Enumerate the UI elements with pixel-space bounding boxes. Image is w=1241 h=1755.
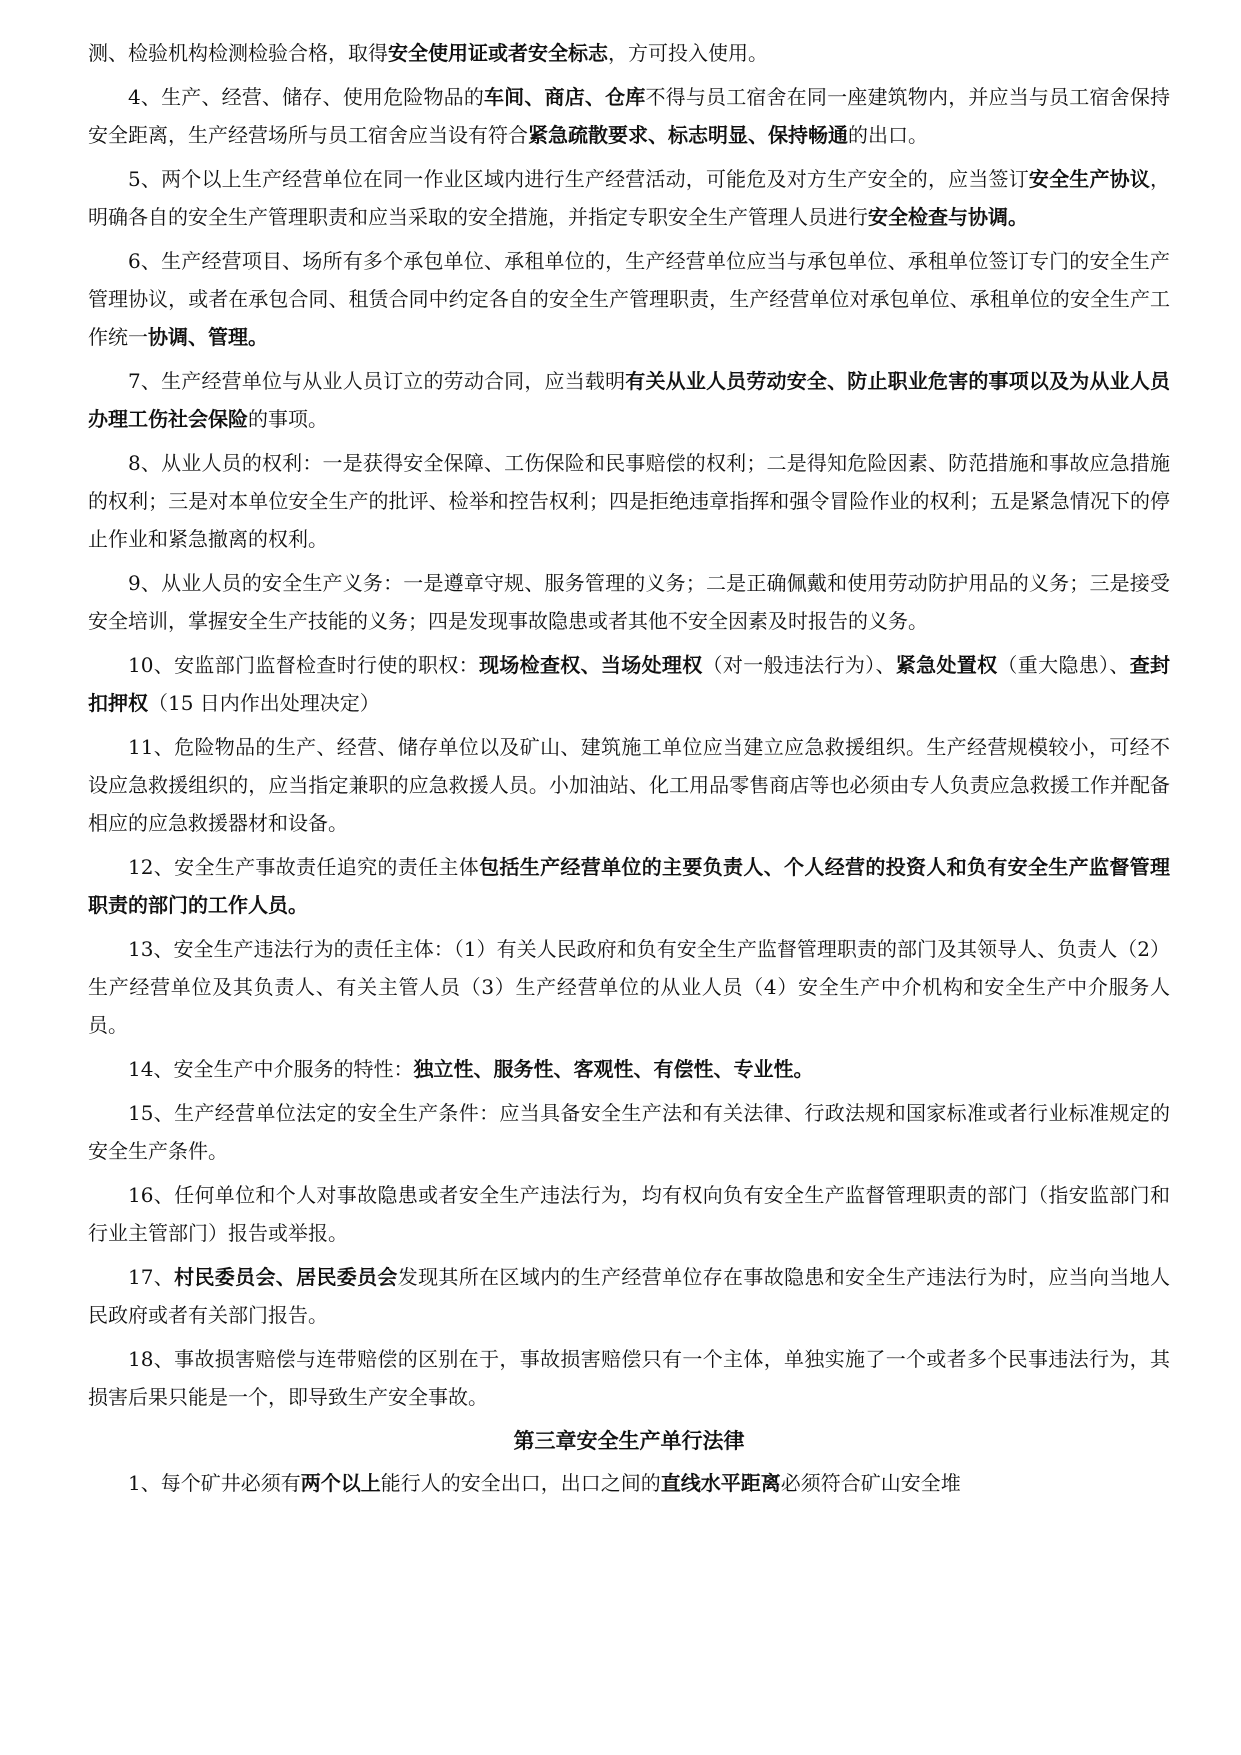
paragraph: [88, 1176, 1170, 1252]
bold-text-segment: 现场检查权、当场处理权: [478, 653, 703, 677]
text-segment: （15 日内作出处理决定）: [148, 691, 380, 715]
text-segment: 6、生产经营项目、场所有多个承包单位、承租单位的，生产经营单位应当与承包单位、承租单位签订专门的安全生产管理协议，或者在承包合同、租赁合同中约定各自的安全生产管理职责，生产经营单位对承包单位、承租单位的安全生产工作统一: [88, 249, 1170, 349]
paragraph: [88, 646, 1170, 722]
text-segment: 13、安全生产违法行为的责任主体：（1）有关人民政府和负有安全生产监督管理职责的部门及其领导人、负责人（2）生产经营单位及其负责人、有关主管人员（3）生产经营单位的从业人员（4）安全生产中介机构和安全生产中介服务人员。: [88, 937, 1170, 1037]
text-segment: 10、安监部门监督检查时行使的职权：: [128, 653, 479, 677]
bold-text-segment: 紧急处置权: [895, 653, 998, 677]
text-segment: 12、安全生产事故责任追究的责任主体: [128, 855, 480, 879]
paragraph-list: [88, 34, 1170, 1416]
bold-text-segment: 安全使用证或者安全标志: [388, 41, 608, 65]
paragraph: [88, 1464, 1170, 1502]
text-segment: 5、两个以上生产经营单位在同一作业区域内进行生产经营活动，可能危及对方生产安全的，应当签订: [128, 167, 1029, 191]
paragraph: [88, 160, 1170, 236]
text-segment: 测、检验机构检测检验合格，取得: [88, 41, 388, 65]
bold-text-segment: 村民委员会、居民委员会: [174, 1265, 398, 1289]
text-segment: ，方可投入使用。: [608, 41, 768, 65]
bold-text-segment: 包括生产经营单位的主要负责人、个人经营的投资人和负有安全生产监督管理职责的部门的工作人员。: [88, 855, 1170, 917]
text-segment: 7、生产经营单位与从业人员订立的劳动合同，应当载明: [128, 369, 626, 393]
text-segment: 的事项。: [248, 407, 328, 431]
paragraph: [88, 728, 1170, 842]
paragraph: [88, 1340, 1170, 1416]
text-segment: 1、每个矿井必须有: [128, 1471, 301, 1495]
bold-text-segment: 安全生产协议: [1028, 167, 1150, 191]
paragraph: [88, 930, 1170, 1044]
bold-text-segment: 车间、商店、仓库: [484, 85, 646, 109]
text-segment: 必须符合矿山安全堆: [780, 1471, 961, 1495]
paragraph: [88, 78, 1170, 154]
paragraph: [88, 1094, 1170, 1170]
text-segment: 14、安全生产中介服务的特性：: [128, 1057, 414, 1081]
text-segment: 11、危险物品的生产、经营、储存单位以及矿山、建筑施工单位应当建立应急救援组织。生产经营规模较小，可经不设应急救援组织的，应当指定兼职的应急救援人员。小加油站、化工用品零售商店等也必须由专人负责应急救援工作并配备相应的应急救援器材和设备。: [88, 735, 1170, 835]
paragraph: [88, 444, 1170, 558]
bold-text-segment: 独立性、服务性、客观性、有偿性、专业性。: [413, 1057, 814, 1081]
text-segment: （重大隐患）、: [997, 653, 1130, 677]
bold-text-segment: 两个以上: [300, 1471, 381, 1495]
bold-text-segment: 安全检查与协调。: [868, 205, 1028, 229]
paragraph: [88, 1050, 1170, 1088]
bold-text-segment: 紧急疏散要求、标志明显、保持畅通: [528, 123, 848, 147]
bold-text-segment: 有关从业人员劳动安全、防止职业危害的事项以及为从业人员办理工伤社会保险: [88, 369, 1171, 431]
bold-text-segment: 直线水平距离: [660, 1471, 781, 1495]
chapter-heading: 第三章安全生产单行法律: [513, 1428, 745, 1453]
text-segment: 16、任何单位和个人对事故隐患或者安全生产违法行为，均有权向负有安全生产监督管理职责的部门（指安监部门和行业主管部门）报告或举报。: [88, 1183, 1170, 1245]
paragraph: [88, 34, 1170, 72]
paragraph: [88, 242, 1170, 356]
text-segment: （对一般违法行为）、: [702, 653, 896, 677]
text-segment: 4、生产、经营、储存、使用危险物品的: [128, 85, 484, 109]
paragraph: [88, 362, 1170, 438]
paragraph: [88, 848, 1170, 924]
document-page: [88, 34, 1170, 1508]
paragraph: [88, 1258, 1170, 1334]
text-segment: 15、生产经营单位法定的安全生产条件：应当具备安全生产法和有关法律、行政法规和国家标准或者行业标准规定的安全生产条件。: [88, 1101, 1170, 1163]
text-segment: 9、从业人员的安全生产义务：一是遵章守规、服务管理的义务；二是正确佩戴和使用劳动防护用品的义务；三是接受安全培训，掌握安全生产技能的义务；四是发现事故隐患或者其他不安全因素及时报告的义务。: [88, 571, 1170, 633]
text-segment: 不得与员工宿舍在同一座建筑物内，并应当与员工宿舍保持安全距离，生产经营场所与员工宿舍应当设有符合: [88, 85, 1171, 147]
paragraph: [88, 564, 1170, 640]
bold-text-segment: 查封扣押权: [88, 653, 1171, 715]
text-segment: 18、事故损害赔偿与连带赔偿的区别在于，事故损害赔偿只有一个主体，单独实施了一个或者多个民事违法行为，其损害后果只能是一个，即导致生产安全事故。: [88, 1347, 1170, 1409]
text-segment: ，明确各自的安全生产管理职责和应当采取的安全措施，并指定专职安全生产管理人员进行: [88, 167, 1170, 229]
text-segment: 发现其所在区域内的生产经营单位存在事故隐患和安全生产违法行为时，应当向当地人民政府或者有关部门报告。: [88, 1265, 1171, 1327]
text-segment: 17、: [128, 1265, 175, 1289]
text-segment: 8、从业人员的权利：一是获得安全保障、工伤保险和民事赔偿的权利；二是得知危险因素、防范措施和事故应急措施的权利；三是对本单位安全生产的批评、检举和控告权利；四是拒绝违章指挥和强令冒险作业的权利；五是紧急情况下的停止作业和紧急撤离的权利。: [88, 451, 1170, 551]
text-segment: 的出口。: [848, 123, 928, 147]
bold-text-segment: 协调、管理。: [148, 325, 268, 349]
text-segment: 能行人的安全出口，出口之间的: [380, 1471, 661, 1495]
